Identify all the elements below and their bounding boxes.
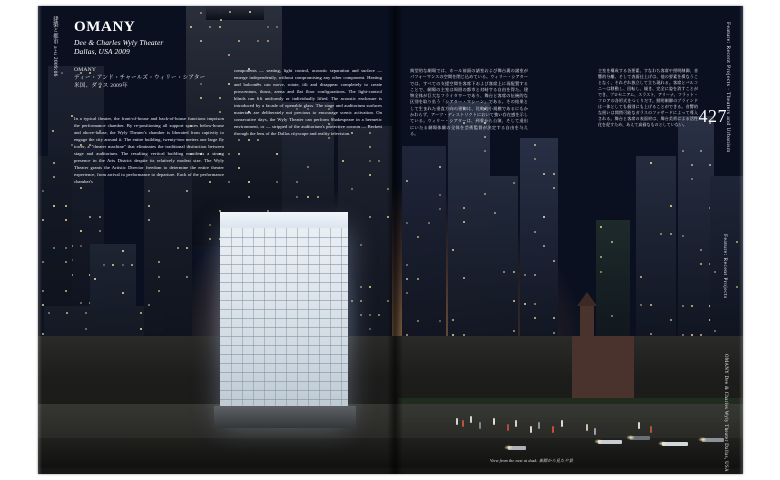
pedestrian: [470, 416, 472, 423]
lit-window: [276, 153, 278, 155]
pedestrian: [507, 424, 509, 431]
lit-window: [360, 314, 362, 316]
pedestrian: [650, 426, 652, 433]
headlight-glow: [594, 439, 603, 444]
theater-mullion: [231, 228, 232, 426]
theater-floor-line: [220, 318, 348, 319]
theater-floor-line: [220, 372, 348, 373]
theater-floor-line: [220, 300, 348, 301]
lit-window: [140, 328, 142, 330]
lit-window: [131, 264, 133, 266]
lit-window: [513, 300, 515, 302]
lit-window: [148, 304, 150, 306]
lit-window: [249, 11, 251, 13]
lit-window: [200, 97, 202, 99]
lit-window: [611, 315, 613, 317]
headlight-glow: [504, 445, 513, 450]
lit-window: [439, 320, 441, 322]
lit-window: [267, 40, 269, 42]
lit-window: [513, 271, 515, 273]
theater-mullion: [286, 228, 287, 426]
lit-window: [553, 332, 555, 334]
lit-window: [238, 153, 240, 155]
lit-window: [103, 264, 105, 266]
lit-window: [42, 261, 44, 263]
running-head-left: 建築と都市 a+u 2009:06: [51, 16, 58, 77]
lit-window: [640, 304, 642, 306]
lit-window: [406, 292, 408, 294]
lit-window: [417, 278, 419, 280]
lit-window: [209, 238, 211, 240]
lit-window: [534, 158, 536, 160]
lit-window: [66, 312, 68, 314]
lit-window: [600, 256, 602, 258]
lit-window: [360, 300, 362, 302]
lit-window: [543, 245, 545, 247]
lit-window: [369, 146, 371, 148]
lit-window: [307, 166, 309, 168]
lit-window: [463, 277, 465, 279]
lit-window: [53, 247, 55, 249]
project-title: Dee & Charles Wyly Theater: [74, 37, 164, 47]
lit-window: [369, 216, 371, 218]
lit-window: [200, 12, 202, 14]
lit-window: [80, 230, 82, 232]
lit-window: [65, 290, 67, 292]
lit-window: [670, 233, 672, 235]
lit-window: [503, 271, 505, 273]
lit-window: [524, 303, 526, 305]
lit-window: [406, 180, 408, 182]
lit-window: [387, 216, 389, 218]
theater-mullion: [275, 228, 276, 426]
theater-floor-line: [220, 345, 348, 346]
lit-window: [71, 115, 73, 117]
lit-window: [360, 244, 362, 246]
theater-floor-line: [220, 237, 348, 238]
pedestrian: [586, 424, 588, 431]
theater-mullion: [341, 228, 342, 426]
body-column-english-2: [234, 68, 382, 142]
lit-window: [513, 330, 515, 332]
lit-window: [158, 276, 160, 278]
lit-window: [660, 233, 662, 235]
theater-floor-line: [220, 291, 348, 292]
lit-window: [248, 196, 250, 198]
theater-mullion: [308, 228, 309, 426]
lit-window: [248, 181, 250, 183]
lit-window: [122, 264, 124, 266]
theater-floor-line: [220, 399, 348, 400]
pedestrian: [456, 418, 458, 425]
lit-window: [42, 219, 44, 221]
body-text: components — seating, light control, acoustic separation and surface — emerge independently, without compromising any other component. Heating and balconies can move, rotate, tilt and disappear completely to create proscenium, thrust, arena and flat floor configurations. The light-control blinds can lift uniformly or individually lifted. The acoustic enclosure is introduced by a facade of openable glass. The stage and auditorium surfaces materials are deliberately not precious to encourage scenic activation. On consecutive days, the Wyly Theater can perform Shakespeare in a hermetic environment, or — stripped of the auditorium's protective cocoon — Beckett through the lens of the Dallas cityscape and reality television.: [234, 68, 382, 136]
lit-window: [228, 153, 230, 155]
street: [38, 438, 743, 468]
lit-window: [99, 230, 101, 232]
theater-floor-line: [220, 390, 348, 391]
lit-window: [534, 317, 536, 319]
lit-window: [406, 264, 408, 266]
title-jp-name: OMANY: [74, 66, 97, 73]
lit-window: [378, 314, 380, 316]
lit-window: [513, 182, 515, 184]
pedestrian: [530, 426, 532, 433]
lit-window: [700, 150, 702, 152]
lit-window: [148, 205, 150, 207]
lit-window: [369, 328, 371, 330]
lit-window: [360, 286, 362, 288]
lit-window: [177, 247, 179, 249]
lit-window: [219, 111, 221, 113]
lit-window: [428, 222, 430, 224]
page-edge-right: [739, 6, 743, 474]
lit-window: [186, 247, 188, 249]
lit-window: [229, 11, 231, 13]
lit-window: [691, 178, 693, 180]
lit-window: [650, 333, 652, 335]
wyly-theater-building: [220, 228, 348, 426]
lit-window: [484, 150, 486, 152]
lit-window: [387, 300, 389, 302]
lit-window: [417, 236, 419, 238]
lit-window: [85, 312, 87, 314]
lit-window: [463, 207, 465, 209]
theater-floor-line: [220, 273, 348, 274]
lit-window: [709, 164, 711, 166]
lit-window: [369, 286, 371, 288]
theater-floor-line: [220, 309, 348, 310]
lit-window: [452, 319, 454, 321]
lit-window: [317, 196, 319, 198]
headlight-glow: [698, 437, 707, 442]
lit-window: [65, 247, 67, 249]
lit-window: [463, 221, 465, 223]
lit-window: [148, 190, 150, 192]
lit-window: [650, 304, 652, 306]
pedestrian: [538, 422, 540, 429]
lit-window: [296, 196, 298, 198]
lit-window: [387, 188, 389, 190]
body-column-english-1: [74, 116, 224, 190]
lit-window: [53, 205, 55, 207]
lit-window: [158, 290, 160, 292]
lit-window: [307, 196, 309, 198]
lit-window: [378, 160, 380, 162]
lit-window: [600, 271, 602, 273]
theater-mullion: [297, 228, 298, 426]
theater-mullion: [264, 228, 265, 426]
lit-window: [89, 216, 91, 218]
lit-window: [682, 235, 684, 237]
lit-window: [53, 162, 55, 164]
lit-window: [99, 216, 101, 218]
lit-window: [65, 219, 67, 221]
lit-window: [640, 276, 642, 278]
lit-window: [342, 160, 344, 162]
lit-window: [209, 224, 211, 226]
lit-window: [439, 194, 441, 196]
title-jp-location: 米国、ダラス 2009年: [74, 83, 128, 90]
lit-window: [42, 190, 44, 192]
lit-window: [714, 330, 716, 332]
lit-window: [600, 226, 602, 228]
theater-mullion: [253, 228, 254, 426]
lit-window: [553, 317, 555, 319]
photo-caption: View from the east at dusk. 東側から見た夕景: [490, 458, 574, 463]
lit-window: [406, 278, 408, 280]
lit-window: [534, 144, 536, 146]
body-column-japanese-1: [410, 68, 528, 141]
lit-window: [524, 274, 526, 276]
building-center-tower-crown: [206, 6, 264, 20]
lit-window: [543, 216, 545, 218]
lit-window: [267, 26, 269, 28]
pedestrian: [561, 420, 563, 427]
lit-window: [484, 193, 486, 195]
lit-window: [691, 305, 693, 307]
lit-window: [670, 319, 672, 321]
lit-window: [52, 130, 54, 132]
lit-window: [351, 300, 353, 302]
page-title: OMANY: [74, 19, 136, 35]
pedestrian: [515, 420, 517, 427]
pedestrian: [493, 418, 495, 425]
lit-window: [439, 208, 441, 210]
lit-window: [85, 328, 87, 330]
lit-window: [71, 144, 73, 146]
lit-window: [276, 181, 278, 183]
theater-podium: [214, 406, 356, 428]
theater-floor-line: [220, 327, 348, 328]
lit-window: [122, 250, 124, 252]
theater-floor-line: [220, 282, 348, 283]
theater-floor-line: [220, 336, 348, 337]
lit-window: [406, 222, 408, 224]
church-spire: [580, 306, 594, 338]
lit-window: [494, 212, 496, 214]
lit-window: [700, 263, 702, 265]
body-text: In a typical theater, the front-of-house and back-of-house functions imprison the performance chamber. By re-positioning all support spaces below-house and above-house, the Wyly Theater's chamber is liberated from captivity to engage the city around it. The entire building, twenty-two meters one large fly tower, a "theater machine" that eliminates the traditional distinction between stage and auditorium. The resulting vertical building manifests a strong presence in the Arts District despite its relatively modest size. The Wyly Theater grants the Artistic Director freedom to determine the entire theater experience, from arrival to performance to departure. Each of the performance chamber's: [74, 116, 224, 184]
page-edge-left: [38, 6, 42, 474]
lit-window: [148, 219, 150, 221]
theater-floor-line: [220, 381, 348, 382]
lit-window: [543, 173, 545, 175]
lit-window: [80, 302, 82, 304]
headlight-glow: [658, 441, 667, 446]
lit-window: [94, 278, 96, 280]
running-head-right: Feature: Recent Projects · Theaters and Urbanism: [725, 22, 731, 153]
lit-window: [682, 305, 684, 307]
lit-window: [534, 303, 536, 305]
lit-window: [439, 166, 441, 168]
theater-floor-line: [220, 363, 348, 364]
lit-window: [53, 176, 55, 178]
lit-window: [140, 312, 142, 314]
lit-window: [65, 205, 67, 207]
section-label-right: Feature: Recent Projects: [722, 234, 728, 299]
lit-window: [296, 181, 298, 183]
lit-window: [534, 231, 536, 233]
theater-mullion: [330, 228, 331, 426]
title-jp-project: ディー・アンド・チャールズ・ウィリー・シアター: [74, 74, 206, 81]
pedestrian: [594, 428, 596, 435]
lit-window: [611, 241, 613, 243]
theater-mullion: [319, 228, 320, 426]
theater-floor-line: [220, 354, 348, 355]
body-column-japanese-2: [598, 68, 698, 132]
lit-window: [700, 249, 702, 251]
lit-window: [553, 173, 555, 175]
pedestrian: [638, 422, 640, 429]
lit-window: [48, 312, 50, 314]
lit-window: [65, 261, 67, 263]
lit-window: [228, 181, 230, 183]
magazine-spread: [38, 6, 743, 474]
body-text: 主室を構成する各要素、すなわち客席や照明制御、音響的分離、そして表面仕上げは、他の要素を損なうことなく、それぞれ独立して立ち現れる。客席とバルコニーは移動し、回転し、傾き、完全に姿を消すことができ、プロセニアム、スラスト、アリーナ、フラット・フロアの各形式をつくりだす。照明制御のブラインドは一体としても個別にも上げることができる。音響的な囲いは開閉可能なガラスのファサードによって導入される。舞台と客席の表面材は、舞台美術による活性化を促すため、あえて高価なものとしていない。: [598, 68, 698, 127]
lit-window: [369, 160, 371, 162]
lit-window: [650, 162, 652, 164]
lit-window: [219, 97, 221, 99]
pedestrian: [552, 426, 554, 433]
lit-window: [369, 314, 371, 316]
theater-floor-line: [220, 255, 348, 256]
theater-mullion: [242, 228, 243, 426]
lit-window: [276, 26, 278, 28]
headlight-glow: [626, 435, 635, 440]
lit-window: [736, 241, 738, 243]
lit-window: [714, 271, 716, 273]
lit-window: [736, 286, 738, 288]
lit-window: [534, 274, 536, 276]
lit-window: [553, 260, 555, 262]
lit-window: [417, 320, 419, 322]
lit-window: [42, 290, 44, 292]
lit-window: [122, 292, 124, 294]
lit-window: [670, 205, 672, 207]
lit-window: [682, 150, 684, 152]
church-building: [572, 336, 634, 398]
theater-floor-line: [220, 264, 348, 265]
body-text: 典型的な劇場では、ホール前面の諸室および舞台裏の諸室がパフォーマンスの空間を閉じ込めている。ウィリー・シアターでは、すべての支援空間を客席下および客席上に再配置することで、劇場の主室は周囲の都市と対峙する自由を得た。建物全体が巨大なフライタワーであり、舞台と客席の伝統的な区別を取り払う「シアター・マシーン」である。その結果として生まれた垂直方向の建物は、比較的小規模であるにもかかわらず、アーツ・ディストリクトにおいて強い存在感を示している。ウィリー・シアターは、到着から公演、そして退出にいたる劇場体験の全体を芸術監督が決定する自由を与える。: [410, 68, 528, 136]
lit-window: [452, 249, 454, 251]
lit-window: [186, 276, 188, 278]
lit-window: [553, 187, 555, 189]
pedestrian: [462, 420, 464, 427]
lit-window: [238, 167, 240, 169]
project-location-year: Dallas, USA 2009: [74, 47, 130, 57]
theater-floor-line: [220, 246, 348, 247]
lit-window: [691, 164, 693, 166]
project-label-right: OMANY Dee & Charles Wyly Theater Dallas, USA: [723, 354, 728, 472]
page-number: 427: [698, 106, 727, 126]
lit-window: [158, 261, 160, 263]
lit-window: [112, 264, 114, 266]
lit-window: [80, 245, 82, 247]
lit-window: [369, 174, 371, 176]
lit-window: [186, 190, 188, 192]
pedestrian: [479, 422, 481, 429]
lit-window: [351, 188, 353, 190]
